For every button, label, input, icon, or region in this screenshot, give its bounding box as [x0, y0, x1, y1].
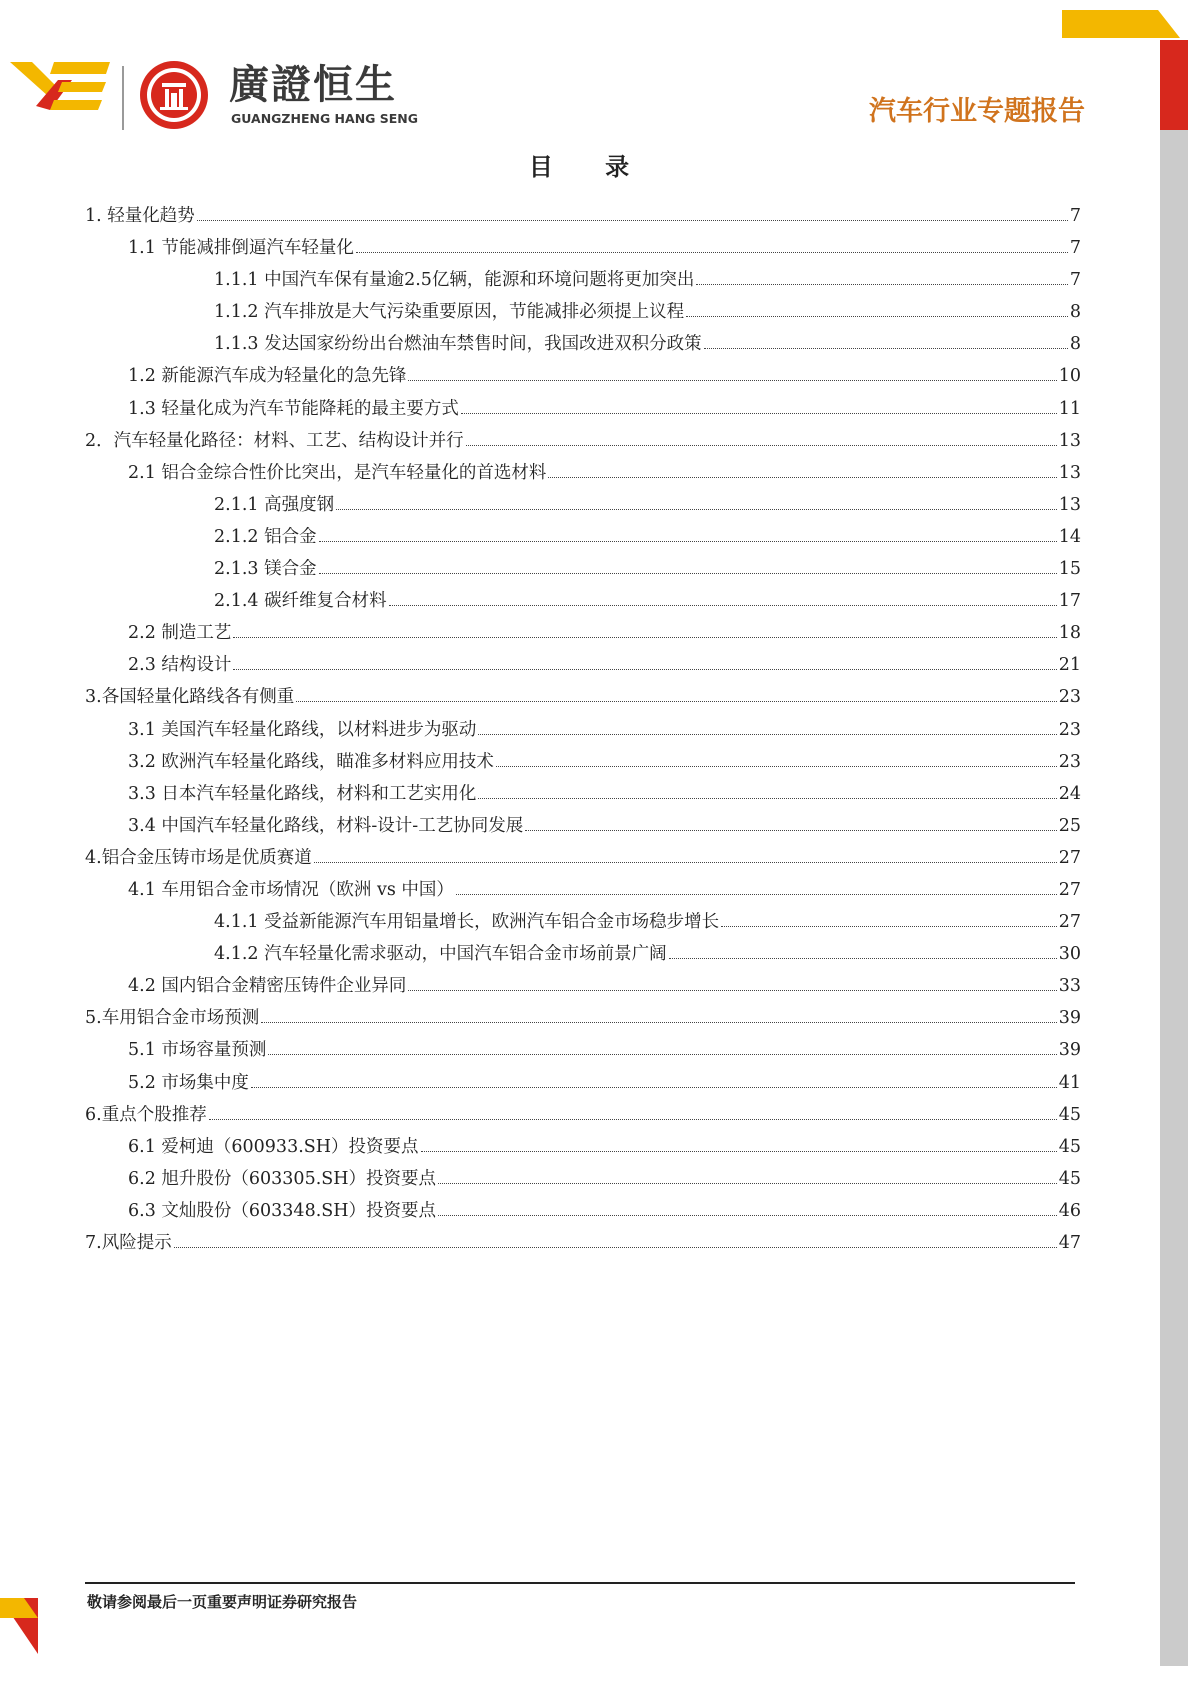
toc-leader-dots: [686, 316, 1068, 317]
toc-entry-title: 1.1.3 发达国家纷纷出台燃油车禁售时间，我国改进双积分政策: [214, 334, 702, 355]
toc-entry-page: 24: [1058, 783, 1081, 804]
toc-entry[interactable]: [85, 553, 1081, 585]
corner-decoration-top-right: [1062, 10, 1192, 130]
toc-entry-title: 2.1.4 碳纤维复合材料: [214, 591, 387, 612]
toc-leader-dots: [721, 926, 1057, 927]
toc-entry-page: 23: [1058, 687, 1081, 708]
toc-entry-page: 45: [1058, 1168, 1081, 1189]
toc-entry-title: 2.3 结构设计: [128, 655, 232, 676]
brand-name-cn: 廣證恒生: [229, 62, 397, 108]
toc-entry-page: 18: [1058, 623, 1081, 644]
toc-entry-page: 25: [1058, 815, 1081, 836]
toc-entry-title: 3.3 日本汽车轻量化路线，材料和工艺实用化: [128, 783, 477, 804]
toc-entry-page: 8: [1069, 302, 1081, 323]
corner-decoration-bottom-left: [0, 1598, 40, 1658]
toc-entry-page: 23: [1058, 719, 1081, 740]
toc-entry-page: 7: [1069, 206, 1081, 226]
toc-entry[interactable]: [85, 425, 1081, 457]
ye-logo-icon: [10, 58, 110, 114]
toc-leader-dots: [389, 605, 1057, 606]
toc-entry-title: 5.2 市场集中度: [128, 1072, 249, 1093]
toc-entry-title: 3.1 美国汽车轻量化路线，以材料进步为驱动: [128, 719, 477, 740]
toc-entry[interactable]: [85, 778, 1081, 810]
toc-leader-dots: [209, 1119, 1057, 1120]
toc-entry-title: 4.铝合金压铸市场是优质赛道: [85, 847, 312, 868]
toc-entry[interactable]: [85, 1131, 1081, 1163]
toc-entry-title: 5.1 市场容量预测: [128, 1040, 267, 1061]
toc-leader-dots: [319, 573, 1057, 574]
toc-leader-dots: [669, 958, 1057, 959]
toc-entry-page: 45: [1058, 1104, 1081, 1125]
toc-entry-title: 5.车用铝合金市场预测: [85, 1008, 260, 1029]
toc-entry-title: 3.2 欧洲汽车轻量化路线，瞄准多材料应用技术: [128, 751, 494, 772]
toc-entry-title: 3.4 中国汽车轻量化路线，材料-设计-工艺协同发展: [128, 815, 524, 836]
toc-leader-dots: [314, 862, 1057, 863]
toc-entry[interactable]: [85, 649, 1081, 681]
toc-entry[interactable]: [85, 328, 1081, 360]
toc-entry-title: 6.3 文灿股份（603348.SH）投资要点: [128, 1200, 437, 1221]
toc-leader-dots: [251, 1087, 1057, 1088]
brand-name-en: GUANGZHENG HANG SENG: [231, 111, 419, 126]
toc-entry-page: 27: [1058, 879, 1081, 900]
footer-disclaimer: 敬请参阅最后一页重要声明证券研究报告: [87, 1593, 358, 1611]
toc-leader-dots: [456, 894, 1057, 895]
toc-entry[interactable]: [85, 746, 1081, 778]
toc-entry[interactable]: [85, 585, 1081, 617]
toc-entry-page: 39: [1058, 1008, 1081, 1029]
toc-leader-dots: [233, 669, 1056, 670]
toc-entry[interactable]: [85, 296, 1081, 328]
toc-leader-dots: [438, 1215, 1057, 1216]
toc-entry-title: 4.1.2 汽车轻量化需求驱动，中国汽车铝合金市场前景广阔: [214, 944, 667, 965]
toc-leader-dots: [525, 830, 1057, 831]
toc-leader-dots: [261, 1022, 1057, 1023]
toc-leader-dots: [478, 734, 1056, 735]
toc-entry-page: 45: [1058, 1136, 1081, 1157]
toc-entry[interactable]: [85, 1002, 1081, 1034]
toc-entry[interactable]: [85, 1227, 1081, 1259]
toc-title: 目 录: [528, 153, 652, 181]
toc-entry-page: 13: [1058, 462, 1081, 483]
toc-entry[interactable]: [85, 1034, 1081, 1066]
toc-leader-dots: [421, 1151, 1057, 1152]
side-bar: [1160, 130, 1188, 1666]
toc-entry-title: 6.重点个股推荐: [85, 1104, 207, 1125]
toc-entry-title: 4.2 国内铝合金精密压铸件企业异同: [128, 976, 407, 997]
toc-entry[interactable]: [85, 842, 1081, 874]
logo-divider: [122, 66, 124, 130]
toc-entry-page: 13: [1058, 430, 1081, 451]
toc-entry-page: 13: [1058, 494, 1081, 515]
toc-leader-dots: [296, 701, 1057, 702]
toc-entry-title: 4.1 车用铝合金市场情况（欧洲 vs 中国）: [128, 879, 454, 900]
footer-divider: [85, 1582, 1075, 1584]
company-logo: [10, 58, 110, 118]
toc-entry-page: 7: [1069, 270, 1081, 291]
toc-entry-page: 11: [1058, 398, 1081, 419]
toc-entry-page: 10: [1058, 366, 1081, 387]
toc-entry-page: 47: [1058, 1233, 1081, 1253]
toc-entry[interactable]: [85, 1099, 1081, 1131]
toc-entry-page: 21: [1058, 655, 1081, 676]
toc-leader-dots: [356, 252, 1068, 253]
toc-entry[interactable]: [85, 938, 1081, 970]
toc-entry-page: 7: [1069, 238, 1081, 259]
toc-entry[interactable]: [85, 264, 1081, 296]
toc-leader-dots: [408, 990, 1056, 991]
toc-entry-title: 1.1 节能减排倒逼汽车轻量化: [128, 238, 354, 259]
toc-entry[interactable]: [85, 810, 1081, 842]
toc-entry-title: 1.1.2 汽车排放是大气污染重要原因，节能减排必须提上议程: [214, 302, 685, 323]
toc-entry-title: 2.1 铝合金综合性价比突出，是汽车轻量化的首选材料: [128, 462, 547, 483]
toc-entry-title: 2.1.2 铝合金: [214, 526, 317, 547]
toc-entry[interactable]: [85, 906, 1081, 938]
toc-entry[interactable]: [85, 1067, 1081, 1099]
toc-entry-title: 3.各国轻量化路线各有侧重: [85, 687, 295, 708]
toc-entry-page: 27: [1058, 912, 1081, 933]
toc-leader-dots: [704, 348, 1068, 349]
toc-entry[interactable]: [85, 970, 1081, 1002]
toc-leader-dots: [319, 541, 1057, 542]
toc-entry[interactable]: [85, 714, 1081, 746]
toc-leader-dots: [461, 413, 1057, 414]
toc-entry-title: 4.1.1 受益新能源汽车用铝量增长，欧洲汽车铝合金市场稳步增长: [214, 912, 720, 933]
toc-entry-title: 1. 轻量化趋势: [85, 206, 195, 226]
toc-entry-title: 2.1.1 高强度钢: [214, 494, 335, 515]
seal-emblem-icon: [138, 59, 210, 131]
toc-leader-dots: [496, 766, 1057, 767]
toc-entry-title: 6.2 旭升股份（603305.SH）投资要点: [128, 1168, 437, 1189]
toc-leader-dots: [408, 380, 1056, 381]
toc-entry[interactable]: [85, 874, 1081, 906]
toc-entry-page: 8: [1069, 334, 1081, 355]
toc-entry[interactable]: [85, 232, 1081, 264]
toc-entry-page: 46: [1058, 1200, 1081, 1221]
toc-entry-page: 39: [1058, 1040, 1081, 1061]
toc-leader-dots: [466, 445, 1057, 446]
toc-entry-title: 1.2 新能源汽车成为轻量化的急先锋: [128, 366, 407, 387]
report-type-label: 汽车行业专题报告: [869, 96, 1085, 127]
toc-entry-page: 33: [1058, 976, 1081, 997]
toc-entry-title: 2．汽车轻量化路径：材料、工艺、结构设计并行: [85, 430, 464, 451]
toc-entry-page: 14: [1058, 526, 1081, 547]
toc-entry-title: 2.1.3 镁合金: [214, 559, 317, 580]
toc-entry-title: 1.1.1 中国汽车保有量逾2.5亿辆，能源和环境问题将更加突出: [214, 270, 695, 291]
toc-leader-dots: [197, 220, 1068, 221]
toc-entry-title: 6.1 爱柯迪（600933.SH）投资要点: [128, 1136, 419, 1157]
toc-entry[interactable]: [85, 200, 1081, 232]
toc-entry-page: 30: [1058, 944, 1081, 965]
toc-entry[interactable]: [85, 1195, 1081, 1227]
toc-entry[interactable]: [85, 457, 1081, 489]
toc-leader-dots: [548, 477, 1056, 478]
toc-entry[interactable]: [85, 681, 1081, 713]
toc-entry-page: 23: [1058, 751, 1081, 772]
toc-leader-dots: [696, 284, 1067, 285]
toc-leader-dots: [268, 1054, 1056, 1055]
toc-entry-page: 17: [1058, 591, 1081, 612]
toc-entry-page: 41: [1058, 1072, 1081, 1093]
toc-entry[interactable]: [85, 1163, 1081, 1195]
toc-entry-title: 1.3 轻量化成为汽车节能降耗的最主要方式: [128, 398, 459, 419]
toc-leader-dots: [174, 1247, 1057, 1248]
toc-entry-page: 15: [1058, 559, 1081, 580]
seal-emblem: [138, 59, 210, 135]
toc-leader-dots: [438, 1183, 1057, 1184]
toc-entry[interactable]: [85, 393, 1081, 425]
toc-leader-dots: [478, 798, 1056, 799]
table-of-contents: [85, 200, 1081, 1259]
toc-entry[interactable]: [85, 617, 1081, 649]
toc-entry-title: 7.风险提示: [85, 1233, 172, 1253]
toc-entry[interactable]: [85, 489, 1081, 521]
toc-entry-title: 2.2 制造工艺: [128, 623, 232, 644]
toc-entry[interactable]: [85, 360, 1081, 392]
toc-leader-dots: [233, 637, 1056, 638]
toc-leader-dots: [336, 509, 1057, 510]
toc-entry[interactable]: [85, 521, 1081, 553]
toc-entry-page: 27: [1058, 847, 1081, 868]
